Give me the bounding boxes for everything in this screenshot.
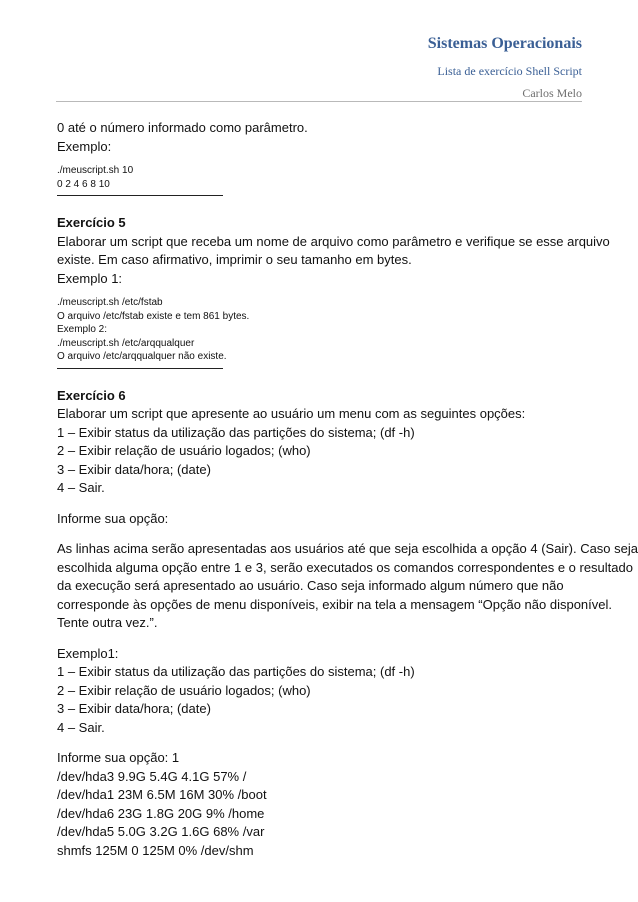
exercise-6-paragraph-line: da execução será apresentado ao usuário. Caso seja informado algum número que não	[57, 578, 564, 593]
exercise-6-title: Exercício 6	[57, 387, 126, 403]
exercise-5-example-line: Exemplo 2:	[57, 324, 108, 335]
exercise-5-title: Exercício 5	[57, 215, 126, 230]
exercise-6-example-line: 4 – Sair.	[57, 719, 105, 735]
exercise-6-paragraph-line: escolhida alguma opção entre 1 e 3, serão executados os comandos correspondentes e o resultado	[57, 559, 633, 575]
exercise-6-output-line: /dev/hda5 5.0G 3.2G 1.6G 68% /var	[57, 824, 265, 839]
header-divider	[56, 101, 582, 102]
exercise-6-menu-line: Elaborar um script que apresente ao usuário um menu com as seguintes opções:	[57, 406, 526, 421]
exercise-6-example-line: 2 – Exibir relação de usuário logados; (who)	[57, 682, 311, 698]
exercise-5-line: Elaborar um script que receba um nome de arquivo como parâmetro e verifique se esse arquivo	[57, 233, 610, 249]
exercise-6-menu-line: 2 – Exibir relação de usuário logados; (who)	[57, 443, 311, 458]
page-header	[428, 34, 582, 100]
header-author: Carlos Melo	[522, 86, 582, 100]
exercise-5-example-line: ./meuscript.sh /etc/arqqualquer	[57, 337, 195, 349]
intro-example-line: ./meuscript.sh 10	[57, 165, 134, 176]
intro-line: Exemplo:	[57, 138, 112, 154]
exercise-6-output-line: Informe sua opção: 1	[57, 750, 180, 765]
exercise-6-menu-line: 1 – Exibir status da utilização das partições do sistema; (df -h)	[57, 424, 415, 440]
exercise-5-example-line: O arquivo /etc/arqqualquer não existe.	[57, 351, 227, 362]
exercise-5-line: Exemplo 1:	[57, 270, 123, 286]
exercise-6-output-line: shmfs 125M 0 125M 0% /dev/shm	[57, 842, 254, 858]
exercise-6-menu-line: 4 – Sair.	[57, 480, 105, 495]
exercise-6-menu-line: 3 – Exibir data/hora; (date)	[57, 461, 211, 477]
exercise-5-example-line: ./meuscript.sh /etc/fstab	[57, 297, 163, 308]
exercise-6-paragraph-line: As linhas acima serão apresentadas aos usuários até que seja escolhida a opção 4 (Sair). Caso seja	[57, 541, 638, 556]
intro-line: 0 até o número informado como parâmetro.	[57, 120, 308, 135]
exercise-6-paragraph-line: corresponde às opções de menu disponíveis, exibir na tela a mensagem “Opção não disponível.	[57, 596, 612, 612]
exercise-6-example-line: 3 – Exibir data/hora; (date)	[57, 701, 211, 716]
exercise-6-paragraph-line: Tente outra vez.”.	[57, 615, 158, 630]
exercise-6-output-line: /dev/hda1 23M 6.5M 16M 30% /boot	[57, 787, 267, 802]
exercise-6-output-line: /dev/hda3 9.9G 5.4G 4.1G 57% /	[57, 768, 247, 784]
exercise-5-line: existe. Em caso afirmativo, imprimir o seu tamanho em bytes.	[57, 252, 412, 267]
exercise-6-example-line: Exemplo1:	[57, 645, 119, 661]
exercise-6-prompt: Informe sua opção:	[57, 510, 169, 526]
header-subtitle: Lista de exercício Shell Script	[437, 64, 582, 78]
exercise-6-example-line: 1 – Exibir status da utilização das partições do sistema; (df -h)	[57, 664, 415, 679]
document-body	[57, 119, 638, 860]
exercise-5-example-line: O arquivo /etc/fstab existe e tem 861 bytes.	[57, 310, 250, 322]
exercise-6-output-line: /dev/hda6 23G 1.8G 20G 9% /home	[57, 805, 265, 821]
intro-example-line: 0 2 4 6 8 10	[57, 178, 110, 190]
header-title: Sistemas Operacionais	[427, 35, 582, 52]
